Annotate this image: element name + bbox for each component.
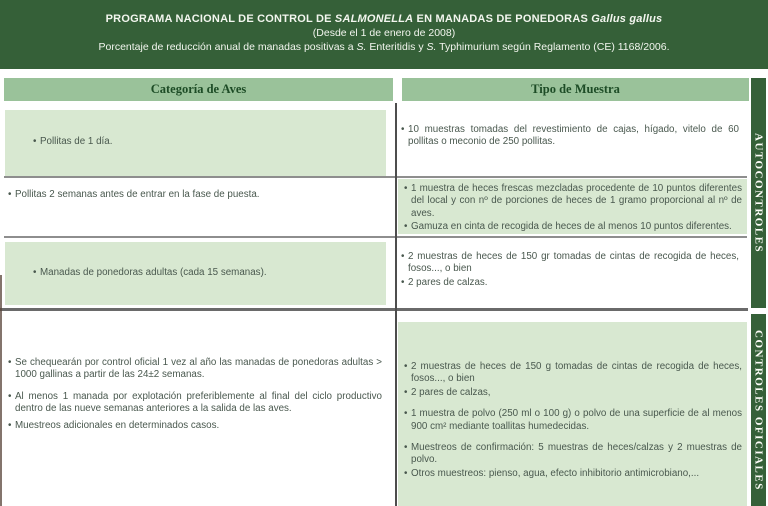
title-gallus-italic: Gallus gallus (591, 13, 663, 25)
list-item (8, 420, 382, 432)
bullet-icon: • (404, 467, 408, 479)
list-item (8, 391, 382, 416)
column-header-categoria-label: Categoría de Aves (150, 82, 247, 96)
bullet-icon: • (33, 266, 37, 278)
section-band-autocontroles (751, 78, 766, 308)
bullet-icon: • (404, 361, 408, 372)
list-item-text: 1 muestra de heces frescas mezcladas procedente de 10 puntos diferentes del local y con nº de porciones de heces de 1 gramo proporcional al nº de aves. (411, 183, 742, 219)
list-item-text: Otros muestreos: pienso, agua, efecto inhibitorio antimicrobiano,... (411, 467, 700, 479)
row-divider (4, 236, 747, 238)
list-item (404, 468, 742, 480)
list-item-text: Muestreos adicionales en determinados casos. (15, 419, 220, 431)
list-item (404, 387, 742, 399)
page-title (0, 0, 768, 25)
bullet-icon: • (8, 189, 12, 200)
row-divider (4, 176, 747, 178)
title-salmonella-italic: SALMONELLA (334, 13, 414, 25)
bullet-icon: • (404, 183, 408, 194)
bullet-icon: • (8, 390, 12, 402)
list-item-text: Pollitas 2 semanas antes de entrar en la fase de puesta. (15, 189, 260, 200)
cell-row3-categoria (5, 242, 386, 305)
list-item (401, 124, 739, 149)
cell-row1-categoria (5, 110, 386, 176)
subtitle-regulation (0, 41, 768, 53)
list-item (404, 183, 742, 220)
title-segment: EN MANADAS DE PONEDORAS (413, 13, 592, 25)
bullet-icon: • (404, 442, 408, 454)
cell-row2-muestra (398, 179, 747, 234)
subtitle-segment: Typhimurium según Reglamento (CE) 1168/2006. (436, 41, 670, 53)
subtitle-date: (Desde el 1 de enero de 2008) (312, 27, 456, 39)
list-item-text: 2 pares de calzas. (408, 276, 488, 288)
list-item (404, 442, 742, 467)
section-label-controles-oficiales: CONTROLES OFICIALES (752, 329, 765, 491)
subtitle-s-italic: S. (356, 41, 367, 53)
list-item-text: 10 muestras tomadas del revestimiento de cajas, hígado, vitelo de 60 pollitas o meconio de 250 pollitas. (408, 124, 739, 148)
subtitle-segment: Enteritidis y (366, 41, 427, 53)
column-header-tipo-muestra-label: Tipo de Muestra (531, 82, 620, 96)
cell-oficiales-muestra (398, 322, 747, 506)
section-label-autocontroles: AUTOCONTROLES (752, 132, 765, 254)
list-item (33, 136, 112, 148)
list-item-text: Al menos 1 manada por explotación preferiblemente al final del ciclo productivo dentro de las nueve semanas anteriores a la salida de las aves. (15, 390, 382, 415)
list-item-text: 2 pares de calzas, (411, 386, 491, 398)
list-item-text: Muestreos de confirmación: 5 muestras de heces/calzas y 2 muestras de polvo. (411, 442, 742, 466)
subtitle-segment: Porcentaje de reducción anual de manadas positivas a (98, 41, 357, 53)
column-divider (395, 103, 397, 506)
cell-row1-muestra (401, 124, 739, 150)
list-item-text: Pollitas de 1 día. (40, 136, 113, 148)
page-edge-shadow (0, 275, 2, 506)
list-item (404, 221, 742, 233)
column-header-tipo-muestra (402, 78, 749, 101)
list-item-text: Manadas de ponedoras adultas (cada 15 semanas). (40, 266, 267, 278)
bullet-icon: • (8, 357, 12, 368)
bullet-icon: • (33, 136, 37, 148)
title-segment: PROGRAMA NACIONAL DE CONTROL DE (105, 13, 335, 25)
list-item (404, 361, 742, 386)
cell-row2-categoria (8, 189, 380, 202)
list-item (8, 357, 382, 382)
list-item (8, 189, 380, 201)
bullet-icon: • (401, 276, 405, 288)
bullet-icon: • (404, 221, 408, 233)
cell-row3-muestra (401, 251, 739, 290)
section-band-controles-oficiales (751, 314, 766, 506)
section-divider (0, 308, 748, 311)
list-item (404, 408, 742, 433)
cell-oficiales-categoria (8, 357, 382, 433)
list-item-text: Gamuza en cinta de recogida de heces de al menos 10 puntos diferentes. (411, 221, 732, 233)
list-item (401, 277, 739, 289)
bullet-icon: • (404, 408, 408, 420)
list-item-text: 2 muestras de heces de 150 g tomadas de cintas de recogida de heces, fosos..., o bien (411, 361, 742, 385)
list-item (33, 267, 267, 279)
column-header-categoria (4, 78, 393, 101)
bullet-icon: • (401, 251, 405, 262)
list-item (401, 251, 739, 276)
bullet-icon: • (404, 386, 408, 398)
bullet-icon: • (401, 124, 405, 135)
subtitle-s-italic: S. (426, 41, 437, 53)
list-item-text: Se chequearán por control oficial 1 vez al año las manadas de ponedoras adultas > 1000 gallinas a partir de las 24±2 semanas. (15, 357, 382, 381)
bullet-icon: • (8, 419, 12, 431)
list-item-text: 1 muestra de polvo (250 ml o 100 g) o polvo de una superficie de al menos 900 cm² mediante toallitas humedecidas. (411, 408, 742, 432)
title-banner (0, 0, 768, 69)
list-item-text: 2 muestras de heces de 150 gr tomadas de cintas de recogida de heces, fosos..., o bien (408, 251, 739, 275)
